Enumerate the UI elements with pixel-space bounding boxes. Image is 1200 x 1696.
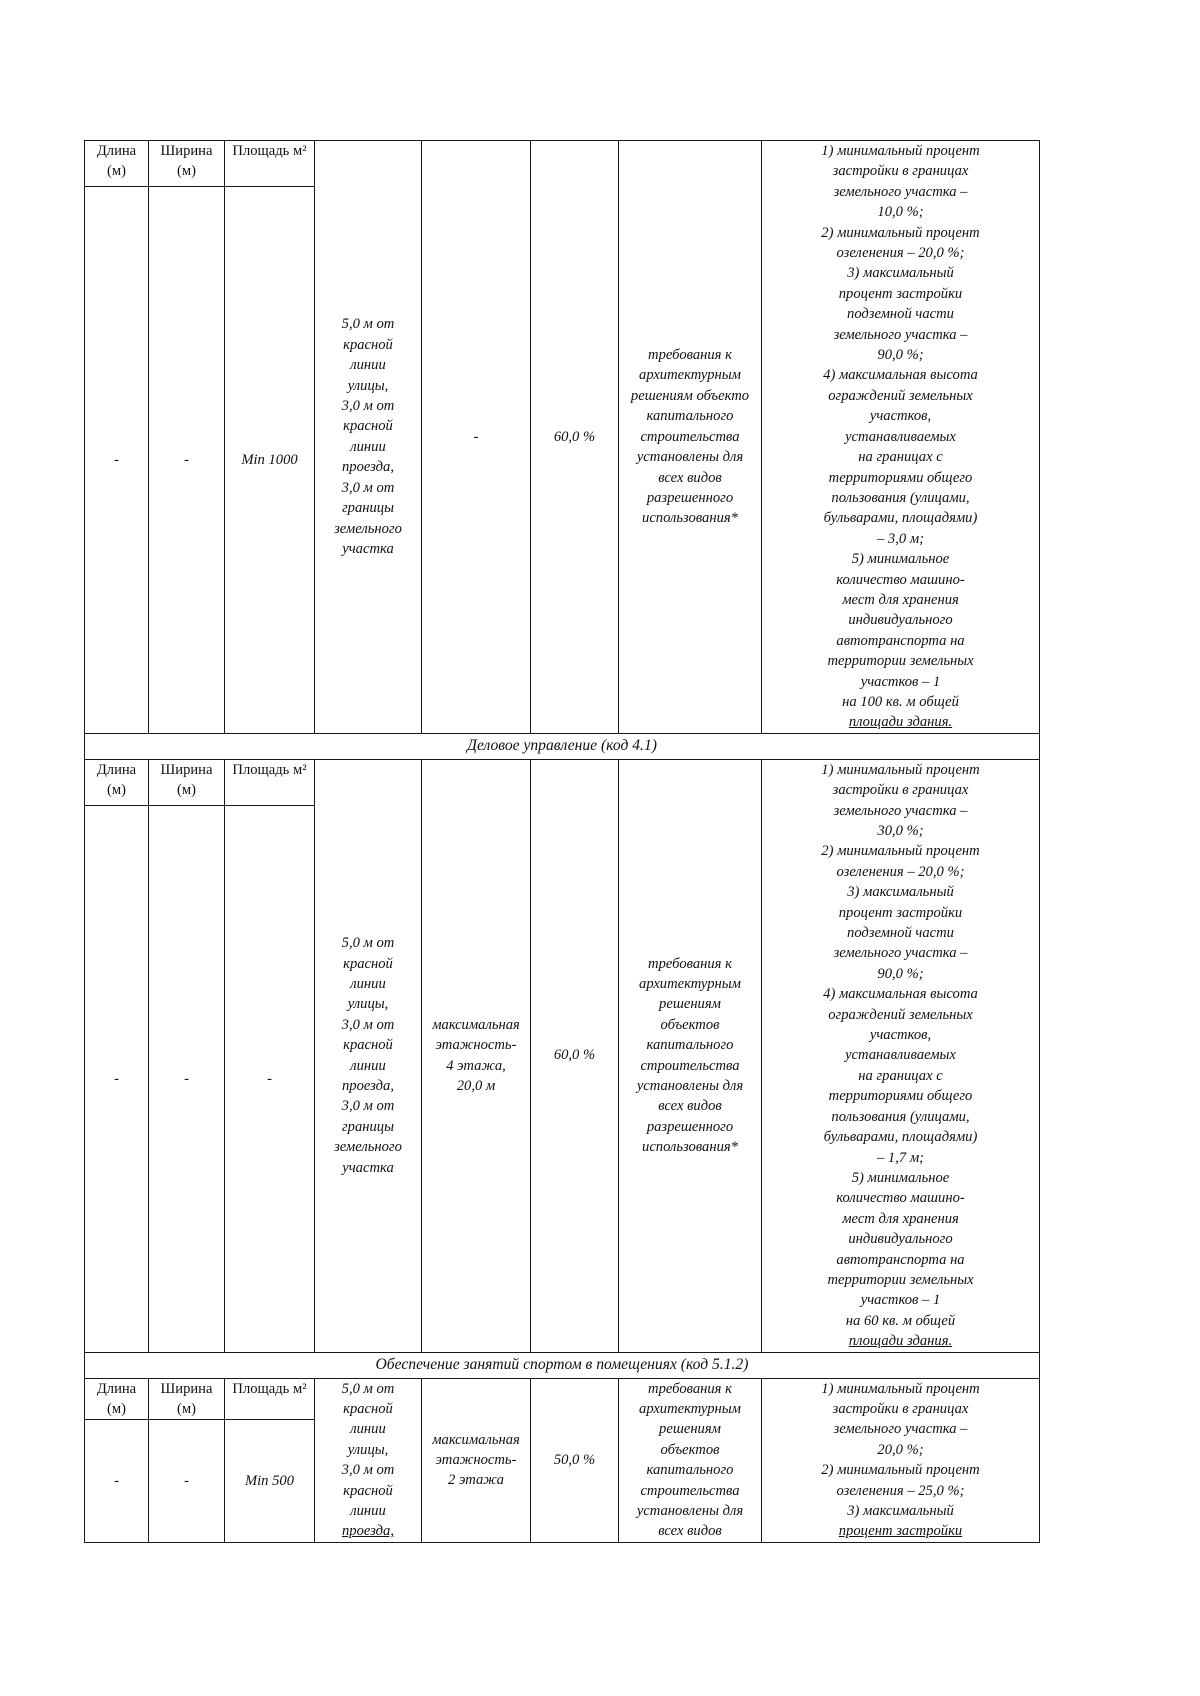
regulations-document bbox=[84, 140, 1039, 1543]
header-area: Площадь м² bbox=[225, 759, 315, 805]
text-line: капитального bbox=[646, 1462, 734, 1479]
text-line: 90,0 %; bbox=[877, 347, 924, 364]
text-line: 1) минимальный процент bbox=[821, 143, 980, 159]
header-width: Ширина (м) bbox=[149, 141, 225, 187]
block-3-other-params bbox=[762, 1378, 1040, 1542]
text-line: 2) минимальный процент bbox=[821, 843, 980, 860]
block-2-setback bbox=[315, 759, 422, 1352]
text-line: 3,0 м от bbox=[341, 1098, 395, 1115]
text-line: проезда, bbox=[341, 459, 394, 476]
text-line: процент застройки bbox=[838, 904, 963, 921]
text-line: линии bbox=[350, 976, 386, 993]
text-line: участков – 1 bbox=[860, 673, 941, 690]
text-line: 3) максимальный bbox=[847, 884, 954, 901]
text-line: автотранспорта на bbox=[836, 632, 965, 649]
text-line: территории земельных bbox=[827, 1271, 974, 1288]
section-title-business: Деловое управление (код 4.1) bbox=[85, 733, 1040, 759]
text-line: 4 этажа, bbox=[446, 1057, 506, 1074]
text-line: архитектурным bbox=[639, 367, 741, 384]
text-line: земельного участка – bbox=[833, 326, 968, 343]
text-line: индивидуального bbox=[848, 612, 953, 629]
text-line: озеленения – 25,0 %; bbox=[836, 1482, 965, 1499]
text-line: на границах с bbox=[858, 449, 943, 466]
block-2-arch-requirements bbox=[619, 759, 762, 1352]
text-line: земельного участка – bbox=[833, 183, 968, 200]
text-line: строительства bbox=[640, 428, 740, 445]
text-line: линии bbox=[350, 1057, 386, 1074]
block-2-coverage: 60,0 % bbox=[531, 759, 619, 1352]
text-line: подземной части bbox=[847, 925, 954, 942]
block-1-coverage: 60,0 % bbox=[531, 141, 619, 734]
block-2-height bbox=[422, 759, 531, 1352]
text-line: участков, bbox=[869, 1027, 932, 1044]
text-line: границы bbox=[341, 1118, 394, 1135]
text-line: мест для хранения bbox=[842, 591, 959, 608]
text-line: пользования (улицами, bbox=[831, 489, 970, 506]
text-line: 4) максимальная высота bbox=[823, 367, 978, 384]
text-line: 3) максимальный bbox=[847, 1503, 954, 1519]
text-line: количество машино- bbox=[836, 571, 965, 588]
text-line: озеленения – 20,0 %; bbox=[836, 863, 965, 880]
text-line: участка bbox=[342, 1159, 394, 1176]
text-line: требования к bbox=[648, 1380, 732, 1397]
block-1-area: Min 1000 bbox=[225, 187, 315, 734]
text-line: 5,0 м от bbox=[341, 1380, 395, 1397]
text-line: красной bbox=[343, 336, 393, 353]
text-line: проезда, bbox=[341, 1078, 394, 1095]
text-line: красной bbox=[343, 418, 393, 435]
block-3-area: Min 500 bbox=[225, 1420, 315, 1542]
text-line: земельного участка – bbox=[833, 945, 968, 962]
text-line: капитального bbox=[646, 1037, 734, 1054]
text-line: застройки в границах bbox=[832, 163, 969, 180]
text-line: участка bbox=[342, 540, 394, 557]
text-line: 3,0 м от bbox=[341, 398, 395, 415]
text-line: ограждений земельных bbox=[828, 387, 973, 404]
text-line: границы bbox=[341, 500, 394, 517]
text-line: участков, bbox=[869, 408, 932, 425]
header-area: Площадь м² bbox=[225, 141, 315, 187]
text-line: 3) максимальный bbox=[847, 265, 954, 282]
text-line: капитального bbox=[646, 408, 734, 425]
text-line: этажность- bbox=[435, 1037, 517, 1054]
header-length: Длина (м) bbox=[85, 759, 149, 805]
block-3-arch-requirements bbox=[619, 1378, 762, 1542]
text-line: мест для хранения bbox=[842, 1210, 959, 1227]
text-line: всех видов bbox=[658, 1523, 722, 1540]
text-line: установлены для bbox=[636, 449, 744, 466]
text-line: бульварами, площадями) bbox=[823, 1129, 978, 1146]
block-2-title-row bbox=[85, 733, 1040, 759]
text-line: 1) минимальный процент bbox=[821, 1380, 980, 1397]
text-line: 20,0 %; bbox=[877, 1441, 924, 1458]
text-line: максимальная bbox=[432, 1431, 520, 1448]
block-2-other-params bbox=[762, 759, 1040, 1352]
block-1-width: - bbox=[149, 187, 225, 734]
text-line: территории земельных bbox=[827, 653, 974, 670]
text-line: использования* bbox=[642, 510, 738, 527]
text-line: – 1,7 м; bbox=[876, 1149, 924, 1166]
block-3-length: - bbox=[85, 1420, 149, 1542]
text-line: разрешенного bbox=[646, 489, 734, 506]
text-line: 20,0 м bbox=[456, 1078, 496, 1095]
text-line: подземной части bbox=[847, 306, 954, 323]
block-3-header-row bbox=[85, 1378, 1040, 1420]
text-line: линии bbox=[350, 1421, 386, 1438]
text-line: озеленения – 20,0 %; bbox=[836, 245, 965, 262]
header-width: Ширина (м) bbox=[149, 1378, 225, 1420]
block-2-length: - bbox=[85, 805, 149, 1352]
text-line: площади здания. bbox=[848, 714, 953, 731]
text-line: на границах с bbox=[858, 1067, 943, 1084]
text-line: 2) минимальный процент bbox=[821, 224, 980, 241]
text-line: объектов bbox=[660, 1441, 720, 1458]
text-line: 30,0 %; bbox=[877, 823, 924, 839]
text-line: строительства bbox=[640, 1057, 740, 1074]
text-line: этажность- bbox=[435, 1451, 517, 1468]
text-line: 4) максимальная высота bbox=[823, 986, 978, 1003]
block-1-setback bbox=[315, 141, 422, 734]
text-line: количество машино- bbox=[836, 1190, 965, 1207]
text-line: процент застройки bbox=[838, 1523, 963, 1540]
text-line: 3,0 м от bbox=[341, 1016, 395, 1033]
text-line: земельного участка – bbox=[833, 802, 968, 819]
text-line: красной bbox=[343, 1482, 393, 1499]
block-1-length: - bbox=[85, 187, 149, 734]
text-line: линии bbox=[350, 438, 386, 455]
block-1-header-row bbox=[85, 141, 1040, 187]
text-line: 3,0 м от bbox=[341, 479, 395, 496]
text-line: красной bbox=[343, 1400, 393, 1417]
text-line: участков – 1 bbox=[860, 1292, 941, 1309]
text-line: устанавливаемых bbox=[845, 428, 956, 445]
regulations-table bbox=[84, 140, 1040, 1543]
text-line: 5) минимальное bbox=[851, 551, 950, 568]
text-line: линии bbox=[350, 357, 386, 374]
text-line: земельного bbox=[334, 1139, 402, 1156]
text-line: требования к bbox=[648, 347, 732, 364]
header-length: Длина (м) bbox=[85, 1378, 149, 1420]
text-line: 2 этажа bbox=[448, 1472, 504, 1489]
text-line: 90,0 %; bbox=[877, 965, 924, 982]
text-line: застройки в границах bbox=[832, 782, 969, 799]
block-1-height: - bbox=[422, 141, 531, 734]
block-3-setback bbox=[315, 1378, 422, 1542]
block-3-width: - bbox=[149, 1420, 225, 1542]
text-line: 10,0 %; bbox=[877, 204, 924, 221]
text-line: на 60 кв. м общей bbox=[845, 1312, 956, 1329]
text-line: – 3,0 м; bbox=[876, 530, 924, 547]
text-line: максимальная bbox=[432, 1016, 520, 1033]
block-1-arch-requirements bbox=[619, 141, 762, 734]
block-2-area: - bbox=[225, 805, 315, 1352]
text-line: установлены для bbox=[636, 1503, 744, 1519]
text-line: красной bbox=[343, 1037, 393, 1054]
text-line: строительства bbox=[640, 1482, 740, 1499]
text-line: использования* bbox=[642, 1139, 738, 1156]
section-title-sport: Обеспечение занятий спортом в помещениях (код 5.1.2) bbox=[85, 1352, 1040, 1378]
text-line: улицы, bbox=[347, 996, 389, 1013]
text-line: установлены для bbox=[636, 1078, 744, 1095]
block-3-coverage: 50,0 % bbox=[531, 1378, 619, 1542]
text-line: застройки в границах bbox=[832, 1400, 969, 1417]
text-line: 2) минимальный процент bbox=[821, 1462, 980, 1479]
text-line: 1) минимальный процент bbox=[821, 761, 980, 778]
header-width: Ширина (м) bbox=[149, 759, 225, 805]
text-line: бульварами, площадями) bbox=[823, 510, 978, 527]
text-line: архитектурным bbox=[639, 976, 741, 993]
text-line: устанавливаемых bbox=[845, 1047, 956, 1064]
block-3-title-row bbox=[85, 1352, 1040, 1378]
text-line: территориями общего bbox=[828, 469, 973, 486]
text-line: всех видов bbox=[658, 469, 722, 486]
text-line: автотранспорта на bbox=[836, 1251, 965, 1268]
text-line: 5) минимальное bbox=[851, 1169, 950, 1186]
header-area: Площадь м² bbox=[225, 1378, 315, 1420]
text-line: 5,0 м от bbox=[341, 316, 395, 333]
block-3-height bbox=[422, 1378, 531, 1542]
text-line: площади здания. bbox=[848, 1333, 953, 1350]
text-line: земельного bbox=[334, 520, 402, 537]
text-line: 3,0 м от bbox=[341, 1462, 395, 1479]
text-line: на 100 кв. м общей bbox=[842, 693, 959, 710]
block-2-width: - bbox=[149, 805, 225, 1352]
text-line: индивидуального bbox=[848, 1231, 953, 1248]
text-line: линии bbox=[350, 1503, 386, 1519]
header-length: Длина (м) bbox=[85, 141, 149, 187]
text-line: красной bbox=[343, 955, 393, 972]
text-line: 5,0 м от bbox=[341, 935, 395, 952]
text-line: ограждений земельных bbox=[828, 1006, 973, 1023]
text-line: решениям bbox=[659, 1421, 721, 1438]
text-line: территориями общего bbox=[828, 1088, 973, 1105]
block-2-header-row bbox=[85, 759, 1040, 805]
text-line: улицы, bbox=[347, 377, 389, 394]
text-line: процент застройки bbox=[838, 285, 963, 302]
text-line: решениям bbox=[659, 996, 721, 1013]
text-line: улицы, bbox=[347, 1441, 389, 1458]
text-line: разрешенного bbox=[646, 1118, 734, 1135]
text-line: проезда, bbox=[341, 1523, 394, 1540]
text-line: объектов bbox=[660, 1016, 720, 1033]
text-line: решениям объекто bbox=[630, 387, 750, 404]
text-line: требования к bbox=[648, 955, 732, 972]
text-line: пользования (улицами, bbox=[831, 1108, 970, 1125]
block-1-other-params bbox=[762, 141, 1040, 734]
text-line: всех видов bbox=[658, 1098, 722, 1115]
text-line: земельного участка – bbox=[833, 1421, 968, 1438]
text-line: архитектурным bbox=[639, 1400, 741, 1417]
